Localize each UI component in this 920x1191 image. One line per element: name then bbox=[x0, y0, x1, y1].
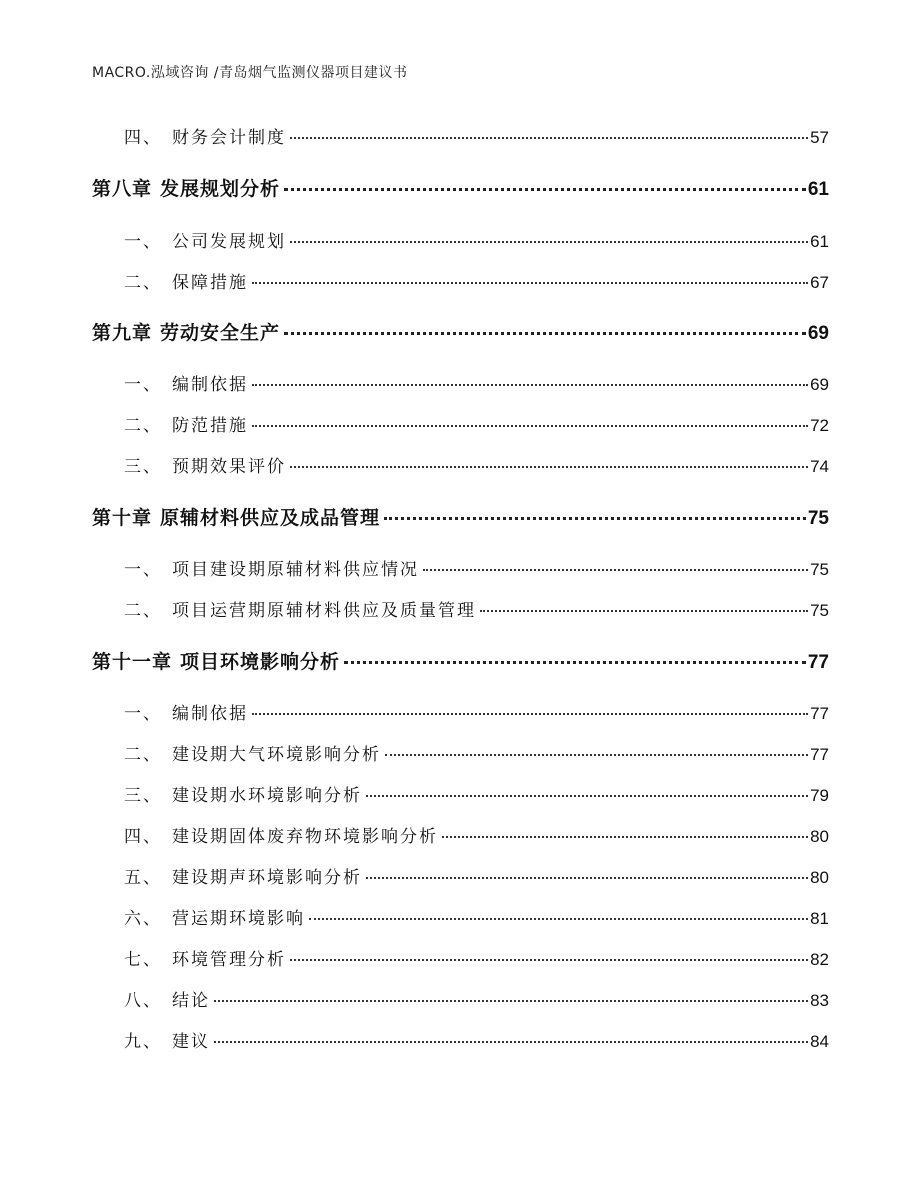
toc-dot-leader bbox=[480, 610, 808, 612]
toc-dot-leader bbox=[366, 795, 808, 797]
toc-entry-title: 建设期水环境影响分析 bbox=[172, 786, 362, 806]
toc-entry-number: 一、 bbox=[124, 560, 162, 580]
toc-entry[interactable] bbox=[124, 986, 829, 1011]
toc-entry-page: 61 bbox=[810, 232, 829, 251]
toc-chapter-page: 69 bbox=[807, 323, 829, 344]
toc-entry[interactable] bbox=[124, 596, 829, 621]
toc-dot-leader bbox=[290, 137, 808, 139]
toc-entry-number: 三、 bbox=[124, 457, 162, 477]
toc-chapter-number: 第十一章 bbox=[92, 651, 173, 673]
toc-dot-leader bbox=[214, 1041, 808, 1043]
toc-entry-page: 72 bbox=[810, 416, 829, 435]
toc-entry[interactable] bbox=[124, 904, 829, 929]
toc-entry-number: 二、 bbox=[124, 601, 162, 621]
toc-entry-title: 预期效果评价 bbox=[172, 457, 286, 477]
toc-entry[interactable] bbox=[124, 555, 829, 580]
toc-chapter-page: 77 bbox=[807, 652, 829, 673]
toc-dot-leader bbox=[252, 713, 808, 715]
toc-entry[interactable] bbox=[124, 1027, 829, 1052]
toc-entry-page: 83 bbox=[810, 991, 829, 1010]
toc-dot-leader bbox=[290, 466, 808, 468]
toc-entry-page: 75 bbox=[810, 560, 829, 579]
toc-entry-number: 二、 bbox=[124, 416, 162, 436]
toc-entry-number: 八、 bbox=[124, 991, 162, 1011]
toc-dot-leader bbox=[252, 425, 808, 427]
toc-dot-leader bbox=[252, 282, 808, 284]
toc-entry-title: 营运期环境影响 bbox=[172, 909, 305, 929]
toc-entry-number: 四、 bbox=[124, 128, 162, 148]
toc-chapter-number: 第十章 bbox=[92, 507, 153, 529]
toc-dot-leader bbox=[423, 569, 808, 571]
toc-entry-title: 结论 bbox=[172, 991, 210, 1011]
toc-entry-page: 69 bbox=[810, 375, 829, 394]
toc-entry-page: 57 bbox=[810, 128, 829, 147]
toc-entry[interactable] bbox=[124, 863, 829, 888]
toc-entry-title: 建设期固体废弃物环境影响分析 bbox=[172, 827, 438, 847]
toc-entry-title: 防范措施 bbox=[172, 416, 248, 436]
toc-entry-title: 编制依据 bbox=[172, 375, 248, 395]
toc-dot-leader bbox=[214, 1000, 808, 1002]
toc-chapter-title: 项目环境影响分析 bbox=[180, 651, 341, 673]
toc-dot-leader bbox=[290, 959, 808, 961]
toc-chapter-entry[interactable] bbox=[92, 174, 829, 201]
toc-entry-number: 五、 bbox=[124, 868, 162, 888]
toc-chapter-title: 劳动安全生产 bbox=[160, 322, 281, 344]
toc-entry-number: 九、 bbox=[124, 1032, 162, 1052]
toc-dot-leader bbox=[252, 384, 808, 386]
toc-entry-page: 67 bbox=[810, 273, 829, 292]
toc-entry[interactable] bbox=[124, 411, 829, 436]
toc-entry-title: 建设期大气环境影响分析 bbox=[172, 745, 381, 765]
toc-entry-title: 建设期声环境影响分析 bbox=[172, 868, 362, 888]
toc-entry-number: 一、 bbox=[124, 232, 162, 252]
toc-entry-title: 财务会计制度 bbox=[172, 128, 286, 148]
toc-entry-number: 一、 bbox=[124, 704, 162, 724]
toc-dot-leader bbox=[384, 517, 806, 520]
toc-entry-page: 77 bbox=[810, 745, 829, 764]
toc-entry-number: 六、 bbox=[124, 909, 162, 929]
toc-entry[interactable] bbox=[124, 268, 829, 293]
toc-chapter-entry[interactable] bbox=[92, 318, 829, 345]
toc-entry-title: 保障措施 bbox=[172, 273, 248, 293]
toc-entry-title: 环境管理分析 bbox=[172, 950, 286, 970]
toc-chapter-title: 发展规划分析 bbox=[160, 178, 281, 200]
toc-chapter-entry[interactable] bbox=[92, 503, 829, 530]
toc-entry-page: 80 bbox=[810, 868, 829, 887]
toc-entry[interactable] bbox=[124, 227, 829, 252]
toc-entry-title: 项目建设期原辅材料供应情况 bbox=[172, 560, 419, 580]
toc-entry-page: 80 bbox=[810, 827, 829, 846]
toc-dot-leader bbox=[385, 754, 808, 756]
toc-chapter-page: 61 bbox=[807, 179, 829, 200]
toc-dot-leader bbox=[344, 661, 806, 664]
toc-dot-leader bbox=[442, 836, 808, 838]
toc-entry-number: 七、 bbox=[124, 950, 162, 970]
toc-entry-page: 75 bbox=[810, 601, 829, 620]
toc-entry[interactable] bbox=[124, 740, 829, 765]
toc-dot-leader bbox=[309, 918, 808, 920]
toc-entry[interactable] bbox=[124, 945, 829, 970]
toc-dot-leader bbox=[366, 877, 808, 879]
page-header: MACRO.泓域咨询 /青岛烟气监测仪器项目建议书 bbox=[92, 65, 408, 81]
toc-entry-title: 编制依据 bbox=[172, 704, 248, 724]
toc-entry-page: 84 bbox=[810, 1032, 829, 1051]
toc-dot-leader bbox=[290, 241, 808, 243]
toc-entry-page: 82 bbox=[810, 950, 829, 969]
toc-chapter-number: 第八章 bbox=[92, 178, 153, 200]
toc-entry[interactable] bbox=[124, 123, 829, 148]
toc-entry-number: 二、 bbox=[124, 273, 162, 293]
toc-entry-page: 74 bbox=[810, 457, 829, 476]
toc-entry[interactable] bbox=[124, 452, 829, 477]
toc-entry-number: 三、 bbox=[124, 786, 162, 806]
toc-dot-leader bbox=[284, 188, 806, 191]
toc-entry-page: 77 bbox=[810, 704, 829, 723]
toc-entry-page: 79 bbox=[810, 786, 829, 805]
toc-entry[interactable] bbox=[124, 822, 829, 847]
toc-entry[interactable] bbox=[124, 781, 829, 806]
toc-entry[interactable] bbox=[124, 699, 829, 724]
toc-entry-number: 四、 bbox=[124, 827, 162, 847]
toc-chapter-page: 75 bbox=[807, 508, 829, 529]
toc-chapter-number: 第九章 bbox=[92, 322, 153, 344]
toc-entry-number: 二、 bbox=[124, 745, 162, 765]
toc-entry-title: 项目运营期原辅材料供应及质量管理 bbox=[172, 601, 476, 621]
toc-dot-leader bbox=[284, 332, 806, 335]
toc-entry[interactable] bbox=[124, 370, 829, 395]
toc-entry-title: 建议 bbox=[172, 1032, 210, 1052]
toc-entry-number: 一、 bbox=[124, 375, 162, 395]
toc-chapter-entry[interactable] bbox=[92, 647, 829, 674]
toc-entry-page: 81 bbox=[810, 909, 829, 928]
toc-entry-title: 公司发展规划 bbox=[172, 232, 286, 252]
toc-chapter-title: 原辅材料供应及成品管理 bbox=[160, 507, 381, 529]
